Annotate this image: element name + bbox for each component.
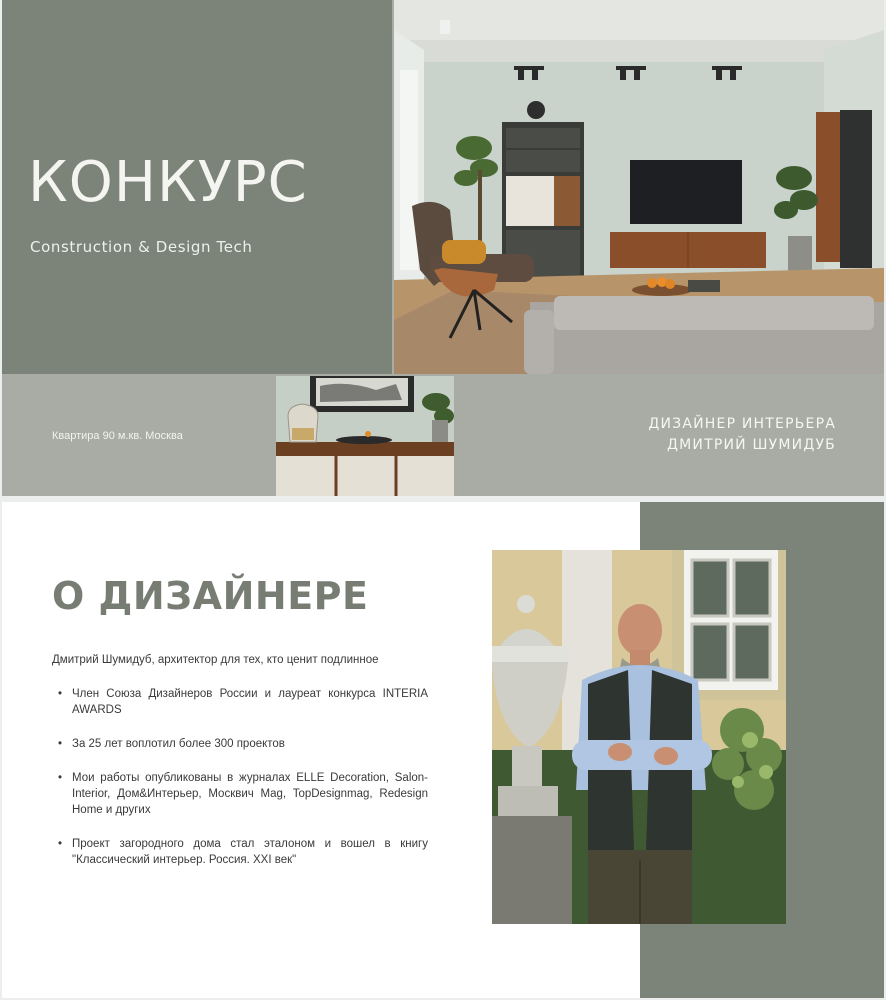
designer-name: ДМИТРИЙ ШУМИДУБ <box>666 437 836 453</box>
about-intro: Дмитрий Шумидуб, архитектор для тех, кто ценит подлинное <box>52 654 379 666</box>
achievements-list <box>58 686 428 886</box>
designer-portrait <box>492 550 786 924</box>
list-item: • За 25 лет воплотил более 300 проектов <box>58 736 428 752</box>
designer-role: ДИЗАЙНЕР ИНТЕРЬЕРА <box>648 416 836 432</box>
list-item: • Мои работы опубликованы в журналах ELLE Decoration, Salon-Interior, Дом&Интерьер, Москвич Mag, TopDesignmag, Redesign Home и других <box>58 770 428 818</box>
about-slide <box>2 502 884 998</box>
cover-title: КОНКУРС <box>28 150 308 215</box>
cover-slide <box>2 0 884 496</box>
list-item: • Проект загородного дома стал эталоном и вошел в книгу "Классический интерьер. Россия. XXI век" <box>58 836 428 868</box>
living-room-photo <box>394 0 884 374</box>
about-title: О ДИЗАЙНЕРЕ <box>52 574 369 618</box>
list-item: • Член Союза Дизайнеров России и лауреат конкурса INTERIA AWARDS <box>58 686 428 718</box>
console-detail-photo <box>276 376 454 496</box>
title-panel <box>2 0 392 374</box>
project-address: Квартира 90 м.кв. Москва <box>52 430 183 442</box>
designer-credit <box>648 414 836 456</box>
cover-subtitle: Construction & Design Tech <box>30 238 253 256</box>
